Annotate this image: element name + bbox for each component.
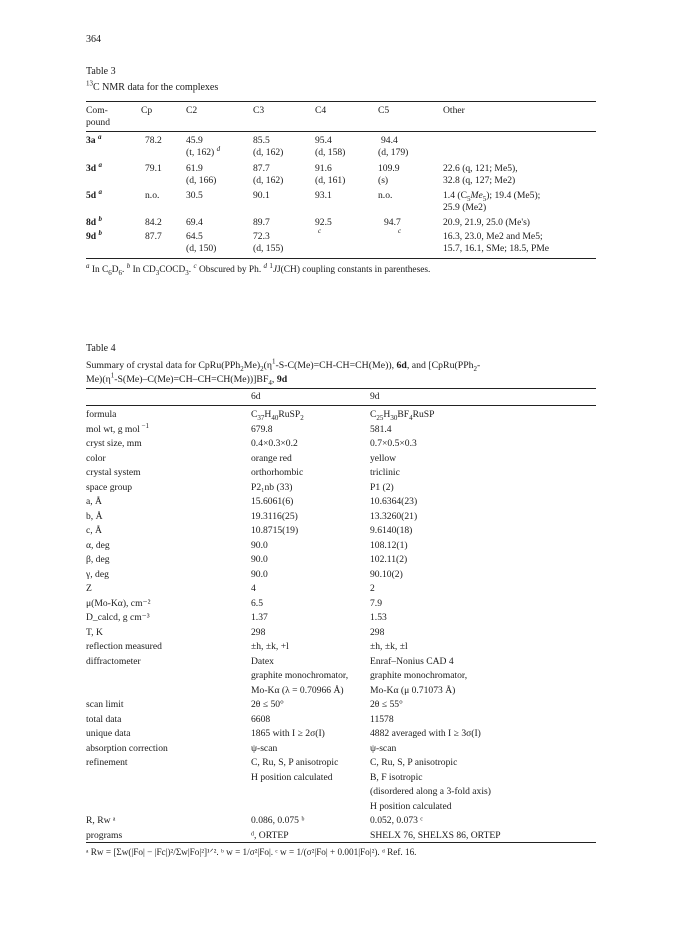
- value-9d: 4882 averaged with I ≥ 3σ(I): [370, 728, 481, 739]
- value-6d: Mo-Kα (λ = 0.70966 Å): [251, 684, 344, 696]
- table4-footnote: ᵃ Rw = [Σw(|Fo| − |Fc|)²/Σw|Fo|²]¹ᐟ². ᵇ w = 1/σ²|Fo|. ᶜ w = 1/(σ²|Fo| + 0.001|Fo|²). ᵈ Ref. 16.: [86, 847, 417, 857]
- row-label: Z: [86, 583, 92, 594]
- value-9d: $C_{25}H_{30}BF_4RuSP$: [370, 409, 435, 422]
- row-label: crystal system: [86, 467, 141, 478]
- value-6d: C, Ru, S, P anisotropic: [251, 757, 339, 768]
- value-9d: 9.6140(18): [370, 525, 413, 536]
- value-6d: 1.37: [251, 612, 268, 623]
- row-label: γ, deg: [86, 568, 109, 580]
- value-9d: 298: [370, 626, 385, 638]
- table3-bottom-rule: [86, 258, 596, 259]
- page-number: 364: [86, 34, 101, 45]
- table4-bottom-rule: [86, 842, 596, 843]
- row-label: space group: [86, 481, 133, 493]
- value-9d: C, Ru, S, P anisotropic: [370, 757, 458, 768]
- row-label: refinement: [86, 757, 128, 768]
- value-6d: 19.3116(25): [251, 510, 298, 522]
- row-label: reflection measured: [86, 641, 162, 652]
- value-6d: 90.0: [251, 539, 268, 551]
- row-label: β, deg: [86, 554, 110, 565]
- value-9d: SHELX 76, SHELXS 86, ORTEP: [370, 829, 501, 841]
- value-9d: (disordered along a 3-fold axis): [370, 786, 491, 797]
- row-label: scan limit: [86, 699, 124, 710]
- table4-col-9d: 9d: [370, 391, 380, 402]
- value-6d: orange red: [251, 452, 292, 464]
- value-6d: Datex: [251, 655, 274, 667]
- table3-top-rule: [86, 101, 596, 102]
- row-label: diffractometer: [86, 655, 141, 667]
- value-6d: 1865 with I ≥ 2σ(I): [251, 728, 325, 739]
- row-label: D_calcd, g cm⁻³: [86, 612, 150, 623]
- table4-col-6d: 6d: [251, 391, 261, 402]
- value-9d: graphite monochromator,: [370, 670, 468, 681]
- value-6d: 10.8715(19): [251, 525, 299, 536]
- value-6d: 0.4×0.3×0.2: [251, 438, 298, 449]
- table3-title: $^{13}$C NMR data for the complexes: [86, 79, 219, 93]
- row-label: R, Rw ᵃ: [86, 815, 116, 826]
- value-9d: 11578: [370, 713, 394, 725]
- value-9d: 2: [370, 583, 375, 594]
- value-9d: ±h, ±k, ±l: [370, 641, 408, 652]
- row-label: α, deg: [86, 539, 110, 551]
- value-6d: ᵈ, ORTEP: [251, 829, 289, 841]
- value-9d: B, F isotropic: [370, 771, 423, 783]
- value-9d: triclinic: [370, 467, 400, 478]
- row-label: color: [86, 452, 106, 464]
- value-6d: 6608: [251, 713, 271, 725]
- value-6d: 679.8: [251, 423, 273, 435]
- row-label: total data: [86, 713, 122, 725]
- value-6d: 4: [251, 583, 256, 594]
- row-label: b, Å: [86, 510, 103, 522]
- value-6d: graphite monochromator,: [251, 670, 349, 681]
- value-6d: 15.6061(6): [251, 496, 294, 507]
- value-6d: orthorhombic: [251, 467, 304, 478]
- row-label: formula: [86, 409, 117, 420]
- row-label: T, K: [86, 626, 103, 638]
- value-9d: 7.9: [370, 597, 382, 609]
- value-9d: H position calculated: [370, 800, 452, 812]
- value-6d: 0.086, 0.075 ᵇ: [251, 815, 305, 826]
- table4-title: Summary of crystal data for $CpRu(PPh_2Me)_2(\eta^1-S-C(Me)=CH-CH=CH(Me))$, 6d, and [CpRu(PPh$_2$- $Me)(\eta^1-S(Me)-C(Me)=CH-CH=CH(Me))]BF_4$, 9d: [86, 357, 481, 387]
- value-9d: 10.6364(23): [370, 496, 418, 507]
- value-9d: 2θ ≤ 55°: [370, 699, 403, 710]
- value-9d: yellow: [370, 452, 397, 464]
- row-label: μ(Mo-Kα), cm⁻²: [86, 597, 151, 609]
- value-9d: Mo-Kα (μ 0.71073 Å): [370, 684, 456, 696]
- table3-header-rule: [86, 131, 596, 132]
- row-label: absorption correction: [86, 742, 168, 754]
- value-6d: H position calculated: [251, 771, 333, 783]
- value-6d: ±h, ±k, +l: [251, 641, 289, 652]
- row-label: a, Å: [86, 496, 102, 507]
- table4-top-rule: [86, 388, 596, 389]
- value-6d: P2₁nb (33): [251, 481, 293, 493]
- row-label: c, Å: [86, 525, 102, 536]
- value-6d: ψ-scan: [251, 742, 278, 754]
- value-9d: P1 (2): [370, 481, 394, 493]
- row-label: unique data: [86, 728, 131, 739]
- table3-label: Table 3: [86, 66, 116, 77]
- value-9d: 108.12(1): [370, 539, 408, 551]
- value-6d: 298: [251, 626, 266, 638]
- table4-label: Table 4: [86, 343, 116, 354]
- value-9d: 1.53: [370, 612, 387, 623]
- value-9d: 0.7×0.5×0.3: [370, 438, 417, 449]
- table4-header-rule: [86, 405, 596, 406]
- value-9d: 90.10(2): [370, 568, 403, 580]
- value-9d: 13.3260(21): [370, 510, 418, 522]
- row-label: programs: [86, 829, 123, 841]
- value-9d: 581.4: [370, 423, 392, 435]
- value-9d: Enraf–Nonius CAD 4: [370, 655, 454, 667]
- value-9d: 0.052, 0.073 ᶜ: [370, 815, 423, 826]
- table3-footnote: $^a$ In $C_6D_6$. $^b$ In $CD_3COCD_3$. $^c$ Obscured by Ph. $^d$ $^1$JJ(CH) coupling constants in parentheses.: [86, 261, 431, 277]
- row-label: cryst size, mm: [86, 438, 142, 449]
- value-6d: $C_{37}H_{40}RuSP_2$: [251, 409, 304, 422]
- value-9d: 102.11(2): [370, 554, 408, 565]
- value-6d: 90.0: [251, 568, 268, 580]
- value-6d: 6.5: [251, 597, 263, 609]
- value-6d: 2θ ≤ 50°: [251, 699, 284, 710]
- value-6d: 90.0: [251, 554, 268, 565]
- value-9d: ψ-scan: [370, 742, 397, 754]
- row-label: mol wt, g mol $^{-1}$: [86, 421, 150, 435]
